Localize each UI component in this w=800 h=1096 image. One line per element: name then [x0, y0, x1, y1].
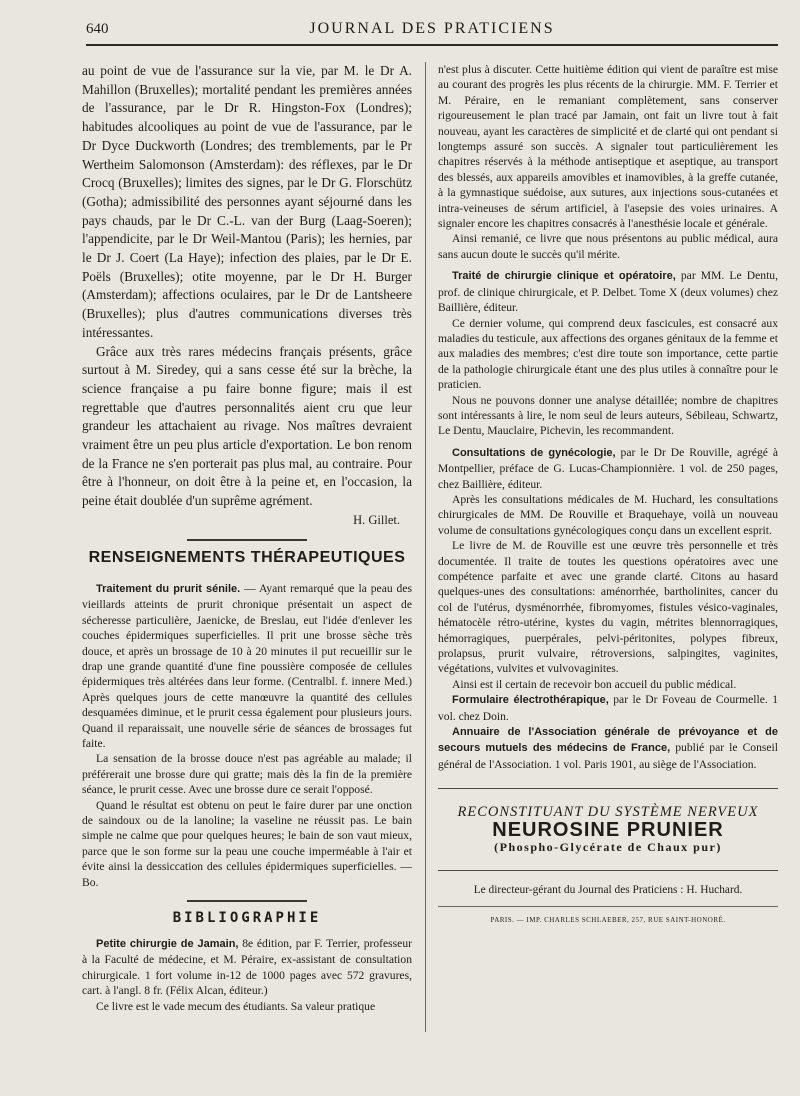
- formulaire-title: Formulaire électrothérapique,: [452, 694, 609, 707]
- formulaire-paragraph: [438, 692, 778, 724]
- traite-paragraph-2: Ce dernier volume, qui comprend deux fascicules, est consacré aux maladies du testicule, aux affections des organes génitaux de la femme et aux maladies des membres; c'est dire toute son importance, cette partie de la pathologie chirurgicale étant une des plus utiles à connaître pour le praticien.: [438, 316, 778, 392]
- section-heading-therapeutique: RENSEIGNEMENTS THÉRAPEUTIQUES: [88, 548, 406, 566]
- prurit-title: Traitement du prurit sénile.: [96, 582, 241, 595]
- left-column: [82, 62, 412, 1014]
- page-header: [86, 18, 778, 46]
- jamain-body: 8e édition, par F. Terrier, professeur à la Faculté de médecine, et M. Péraire, ex-assistant de consultation chirurgicale. 1 fort volume in-12 de 1000 pages avec 572 gravures, cart. à l'angl. 8 fr. (Félix Alcan, éditeur.): [82, 937, 412, 998]
- journal-title: JOURNAL DES PRATICIENS: [309, 20, 555, 37]
- consultations-paragraph: [438, 445, 778, 492]
- jamain-continuation: n'est plus à discuter. Cette huitième édition qui vient de paraître est mise au courant des progrès les plus récents de la chirurgie. MM. F. Terrier et M. Péraire, en le remaniant complètement, sans conserver rigoureusement le plan tracé par Jamain, ont fait un livre tout à fait nouveau, ayant les caractères de simplicité et de clarté qui ont pendant si longtemps assuré son succès. A signaler tout particulièrement les chapitres réservés à la méthode antiseptique et aseptique, au transport des blessés, aux appareils amovibles et inamovibles, à la greffe cutanée, à la gymnastique suédoise, aux sutures, aux injections sous-cutanées et intra-veineuses de sérum artificiel, à l'asepsie des voies urinaires. A signaler encore les chapitres consacrés à l'anesthésie locale et générale.: [438, 63, 778, 231]
- imprint-line: PARIS. — IMP. CHARLES SCHLAEBER, 257, RUE SAINT-HONORÉ.: [438, 906, 778, 928]
- column-divider: [425, 62, 426, 1032]
- prurit-article: [82, 581, 412, 890]
- right-column: [438, 62, 778, 928]
- section-divider-2: [187, 900, 307, 902]
- formulaire-body: par le Dr Foveau de Courmelle. 1 vol. chez Doin.: [438, 693, 779, 723]
- traite-paragraph-3: Nous ne pouvons donner une analyse détaillée; nombre de chapitres sont intéressants à lire, le nom seul de leurs auteurs, Sébileau, Schwartz, Le Dentu, Mauclaire, Pichevin, les recommandent.: [438, 393, 778, 438]
- prurit-paragraph-2: La sensation de la brosse douce n'est pas agréable au malade; il préférerait une brosse dure qui gratte; mais dès la fin de la première séance, le prurit cesse. Avec une brosse dure ce serait l'opposé.: [82, 752, 412, 797]
- prurit-body: — Ayant remarqué que la peau des vieillards atteints de prurit chronique présentait un aspect de sécheresse particulière, Jaenicke, de Breslau, eut l'idée d'enlever les couches épidermiques superficielles. Il prit une brosse sèche très douce, et après un brossage de 10 à 20 minutes il put recueillir sur le drap une grande quantité d'une fine poussière composée de cellules épidermiques très altérées dans leur forme. (Centralbl. f. innere Med.) Après quelques jours de cette manœuvre la quantité des cellules desquamées diminue, et le prurit cessa également pour plusieurs jours. Quand il reparaissait, une nouvelle série de séances de brossages fut faite.: [82, 581, 412, 750]
- section-heading-bibliographie: BIBLIOGRAPHIE: [172, 910, 322, 926]
- ad-tagline: RECONSTITUANT DU SYSTÈME NERVEUX: [457, 804, 759, 821]
- vade-mecum-paragraph: Ce livre est le vade mecum des étudiants. Sa valeur pratique: [96, 999, 376, 1013]
- traite-paragraph: [438, 268, 778, 315]
- ad-product-desc: (Phospho-Glycérate de Chaux pur): [494, 840, 722, 855]
- consultations-body: par le Dr De Rouville, agrégé à Montpellier, préface de G. Lucas-Championnière. 1 vol. de 250 pages, chez Baillière, éditeur.: [438, 445, 778, 491]
- jamain-paragraph: [82, 936, 412, 999]
- remanie-paragraph: Ainsi remanié, ce livre que nous présentons au public médical, aura sans aucun doute le succès qu'il mérite.: [438, 232, 778, 261]
- annuaire-paragraph: [438, 724, 778, 772]
- jamain-title: Petite chirurgie de Jamain,: [96, 938, 239, 950]
- advertisement: [438, 788, 778, 855]
- consultations-paragraph-2: Après les consultations médicales de M. Huchard, les consultations chirurgicales de MM. De Rouville et Braquehaye, voilà un nouveau volume de consultations gynécologiques conçu dans un excellent esprit.: [438, 492, 778, 537]
- article-signature: H. Gillet.: [353, 512, 400, 527]
- grace-paragraph: Grâce aux très rares médecins français présents, grâce surtout à M. Siredey, qui a sans cesse été sur la brèche, la science française a pu faire bonne figure; mais il est regrettable que d'autres personnalités aient cru que leur grandeur les attachaient au rivage. Nos maîtres devraient vraiment être un peu plus article d'exportation. Le bon renom de la France ne s'en porterait pas plus mal, au contraire. Pour être à l'honneur, on doit être à la peine et, en l'occasion, la peine était doublée d'un suprême agrément.: [82, 343, 412, 509]
- annuaire-body: publié par le Conseil général de l'Association. 1 vol. Paris 1901, au siège de l'Association.: [438, 741, 778, 771]
- traite-title: Traité de chirurgie clinique et opératoire,: [452, 270, 676, 283]
- consultations-paragraph-4: Ainsi est il certain de recevoir bon accueil du public médical.: [452, 677, 737, 691]
- editor-line: Le directeur-gérant du Journal des Praticiens : H. Huchard.: [438, 870, 778, 898]
- traite-body: par MM. Le Dentu, prof. de clinique chirurgicale, et P. Delbet. Tome X (deux volumes) chez Baillière, éditeur.: [438, 269, 778, 315]
- annuaire-title: Annuaire de l'Association générale de prévoyance et de secours mutuels des médecins de France,: [438, 726, 778, 755]
- prurit-paragraph: [82, 581, 412, 751]
- jamain-review: [82, 936, 412, 1014]
- consultations-title: Consultations de gynécologie,: [452, 446, 616, 459]
- page-number: 640: [86, 21, 109, 37]
- consultations-paragraph-3: Le livre de M. de Rouville est une œuvre très personnelle et très documentée. Il traite de toutes les questions opératoires avec une compétence parfaite et avec une grande clarté. Citons au hasard quelques-unes des consultations: aménorrhée, bartholinites, cancer du col de l'utérus, dysménorrhée, fibromyomes, fistules vésico-vaginales, hématocèle rétro-utérine, kystes du vagin, métrites blennorragiques, hémorragiques, puerpérales, pelvi-péritonites, polypes fibreux, prolapsus, prurit vulvaire, rétroversions, salpingites, vaginites, végétations, vulvites et vulvovaginites.: [438, 539, 778, 676]
- prurit-paragraph-3: Quand le résultat est obtenu on peut le faire durer par une onction de saindoux ou de la lanoline; la vaseline ne réussit pas. Le bain simple ne calme que pour quelques heures; le bain de son vaut mieux, parce que le son forme sur la peau une couche imperméable à l'air et évite ainsi la dessiccation des cellules épidermiques superficielles. — Bo.: [82, 798, 412, 889]
- congress-paragraph: au point de vue de l'assurance sur la vie, par M. le Dr A. Mahillon (Bruxelles); mortalité pendant les premières années de l'assurance, par le Dr R. Hingston-Fox (Londres); habitudes alcooliques au point de vue de l'assurance, par le Dr Dyce Duckworth (Londres; des tremblements, par le Pr Wertheim Salomonson (Amsterdam): des réflexes, par le Dr Crocq (Bruxelles); limites des signes, par le Dr G. Florschütz (Gotha); admissibilité des personnes ayant séjourné dans les pays chauds, par le Dr C.-L. van der Burg (Laag-Soeren); l'appendicite, par le Dr Weil-Mantou (Paris); les hernies, par le Dr J. Coert (La Haye); infection des plaies, par le Dr E. Poëls (Bruxelles); otite moyenne, par le Dr H. Burger (Amsterdam); affections oculaires, par le Dr de Lantsheere (Bruxelles); plus d'autres communications diverses très intéressantes.: [82, 63, 412, 340]
- section-divider: [187, 539, 307, 541]
- ad-product-name: NEUROSINE PRUNIER: [492, 818, 724, 841]
